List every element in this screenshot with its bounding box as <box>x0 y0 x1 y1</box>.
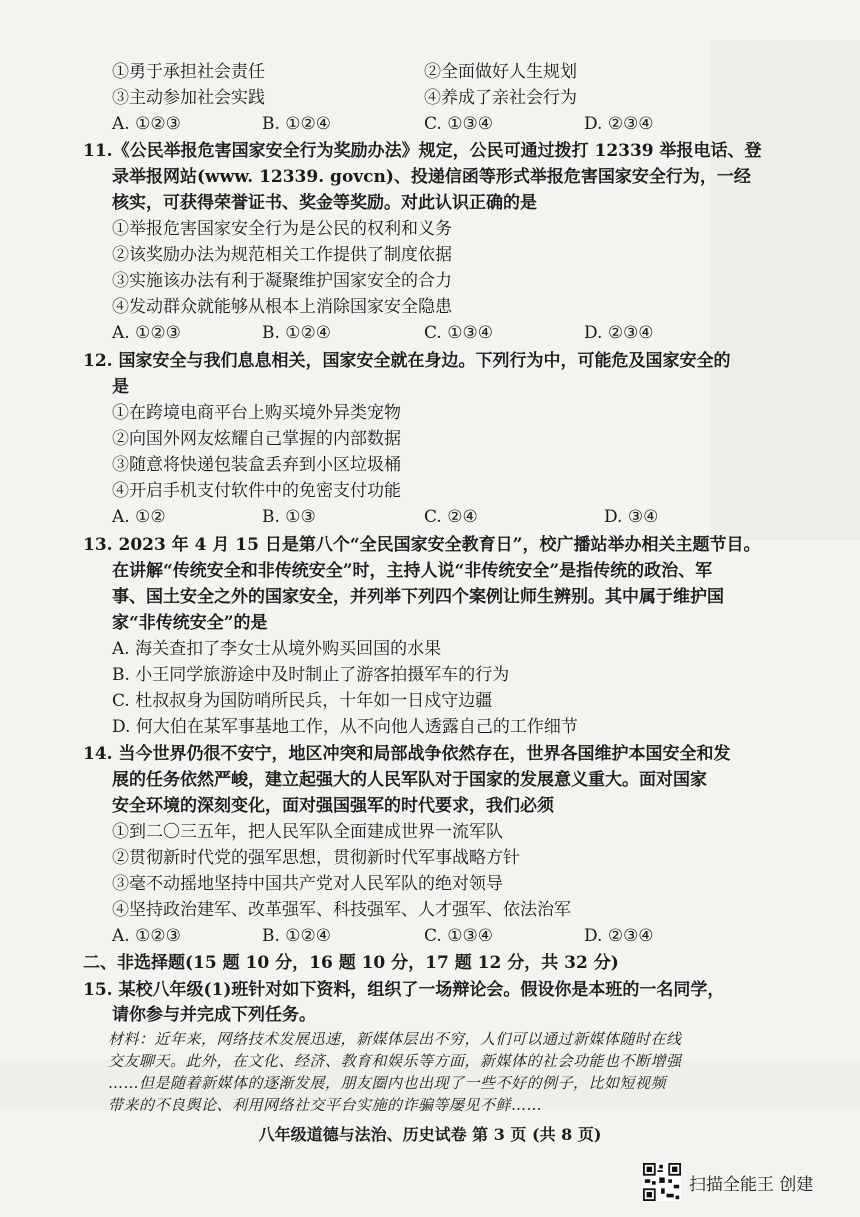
q10-option-a: A. ①②③ <box>112 114 181 134</box>
q11-item-2: ②该奖励办法为规范相关工作提供了制度依据 <box>112 245 452 265</box>
q10-item-2: ②全面做好人生规划 <box>424 62 577 82</box>
q13-stem-line-4: 家“非传统安全”的是 <box>112 613 268 633</box>
q12-item-4: ④开启手机支付软件中的免密支付功能 <box>112 481 401 501</box>
q11-item-4: ④发动群众就能够从根本上消除国家安全隐患 <box>112 297 452 317</box>
q12-stem-line-2: 是 <box>112 377 129 397</box>
q13-stem-line-2: 在讲解“传统安全和非传统安全”时，主持人说“非传统安全”是指传统的政治、军 <box>112 561 713 581</box>
q10-item-1: ①勇于承担社会责任 <box>112 62 265 82</box>
page-footer: 八年级道德与法治、历史试卷 第 3 页 (共 8 页) <box>258 1125 602 1144</box>
q12-stem-line-1: 12. 国家安全与我们息息相关，国家安全就在身边。下列行为中，可能危及国家安全的 <box>83 351 731 371</box>
q15-material-line-3: ……但是随着新媒体的逐渐发展，朋友圈内也出现了一些不好的例子，比如短视频 <box>108 1074 667 1092</box>
section-2-heading: 二、非选择题(15 题 10 分，16 题 10 分，17 题 12 分，共 32 分) <box>83 953 619 973</box>
q12-option-c: C. ②④ <box>424 507 478 527</box>
q15-stem-line-1: 15. 某校八年级(1)班针对如下资料，组织了一场辩论会。假设你是本班的一名同学， <box>83 980 725 1000</box>
q12-item-2: ②向国外网友炫耀自己掌握的内部数据 <box>112 429 401 449</box>
q13-stem-line-1: 13. 2023 年 4 月 15 日是第八个“全民国家安全教育日”，校广播站举办相关主题节目。 <box>83 535 761 555</box>
q11-option-a: A. ①②③ <box>112 323 181 343</box>
q15-material-line-4: 带来的不良舆论、利用网络社交平台实施的诈骗等屡见不鲜…… <box>108 1096 543 1114</box>
q11-option-c: C. ①③④ <box>424 323 493 343</box>
qr-code-icon <box>643 1163 681 1201</box>
q15-material-line-2: 交友聊天。此外，在文化、经济、教育和娱乐等方面，新媒体的社会功能也不断增强 <box>108 1052 682 1070</box>
q14-option-d: D. ②③④ <box>584 926 654 946</box>
q11-option-b: B. ①②④ <box>262 323 332 343</box>
q14-item-1: ①到二〇三五年，把人民军队全面建成世界一流军队 <box>112 822 503 842</box>
q12-option-d: D. ③④ <box>604 507 659 527</box>
q13-choice-b: B. 小王同学旅游途中及时制止了游客拍摄军车的行为 <box>112 665 510 685</box>
q10-item-3: ③主动参加社会实践 <box>112 88 265 108</box>
q11-stem-line-3: 核实，可获得荣誉证书、奖金等奖励。对此认识正确的是 <box>112 193 537 213</box>
q12-option-b: B. ①③ <box>262 507 316 527</box>
q14-option-b: B. ①②④ <box>262 926 332 946</box>
q14-item-4: ④坚持政治建军、改革强军、科技强军、人才强军、依法治军 <box>112 900 571 920</box>
q11-stem-line-2: 录举报网站(www. 12339. govcn)、投递信函等形式举报危害国家安全行为，一经 <box>112 167 751 187</box>
q14-option-c: C. ①③④ <box>424 926 493 946</box>
q13-stem-line-3: 事、国土安全之外的国家安全，并列举下列四个案例让师生辨别。其中属于维护国 <box>112 587 724 607</box>
q14-item-3: ③毫不动摇地坚持中国共产党对人民军队的绝对领导 <box>112 874 503 894</box>
q12-item-1: ①在跨境电商平台上购买境外异类宠物 <box>112 403 401 423</box>
scanner-badge-text: 扫描全能王 创建 <box>689 1174 814 1195</box>
q13-choice-a: A. 海关查扣了李女士从境外购买回国的水果 <box>112 639 442 659</box>
q11-item-3: ③实施该办法有利于凝聚维护国家安全的合力 <box>112 271 452 291</box>
q10-item-4: ④养成了亲社会行为 <box>424 88 577 108</box>
q12-item-3: ③随意将快递包装盒丢弃到小区垃圾桶 <box>112 455 401 475</box>
scanner-watermark <box>643 1160 850 1204</box>
scan-shade <box>710 40 860 540</box>
q13-choice-d: D. 何大伯在某军事基地工作，从不向他人透露自己的工作细节 <box>112 717 578 737</box>
q13-choice-c: C. 杜叔叔身为国防哨所民兵，十年如一日戍守边疆 <box>112 691 493 711</box>
q10-option-b: B. ①②④ <box>262 114 332 134</box>
q14-stem-line-3: 安全环境的深刻变化，面对强国强军的时代要求，我们必须 <box>112 796 554 816</box>
q11-option-d: D. ②③④ <box>584 323 654 343</box>
q14-stem-line-2: 展的任务依然严峻，建立起强大的人民军队对于国家的发展意义重大。面对国家 <box>112 770 707 790</box>
q10-option-d: D. ②③④ <box>584 114 654 134</box>
q14-option-a: A. ①②③ <box>112 926 181 946</box>
q14-item-2: ②贯彻新时代党的强军思想，贯彻新时代军事战略方针 <box>112 848 520 868</box>
q15-stem-line-2: 请你参与并完成下列任务。 <box>112 1005 316 1025</box>
q11-item-1: ①举报危害国家安全行为是公民的权利和义务 <box>112 219 452 239</box>
q14-stem-line-1: 14. 当今世界仍很不安宁，地区冲突和局部战争依然存在，世界各国维护本国安全和发 <box>83 744 731 764</box>
q11-stem-line-1: 11.《公民举报危害国家安全行为奖励办法》规定，公民可通过拨打 12339 举报电话、登 <box>83 141 762 161</box>
q15-material-line-1: 材料：近年来，网络技术发展迅速，新媒体层出不穷，人们可以通过新媒体随时在线 <box>108 1030 682 1048</box>
q12-option-a: A. ①② <box>112 507 166 527</box>
q10-option-c: C. ①③④ <box>424 114 493 134</box>
